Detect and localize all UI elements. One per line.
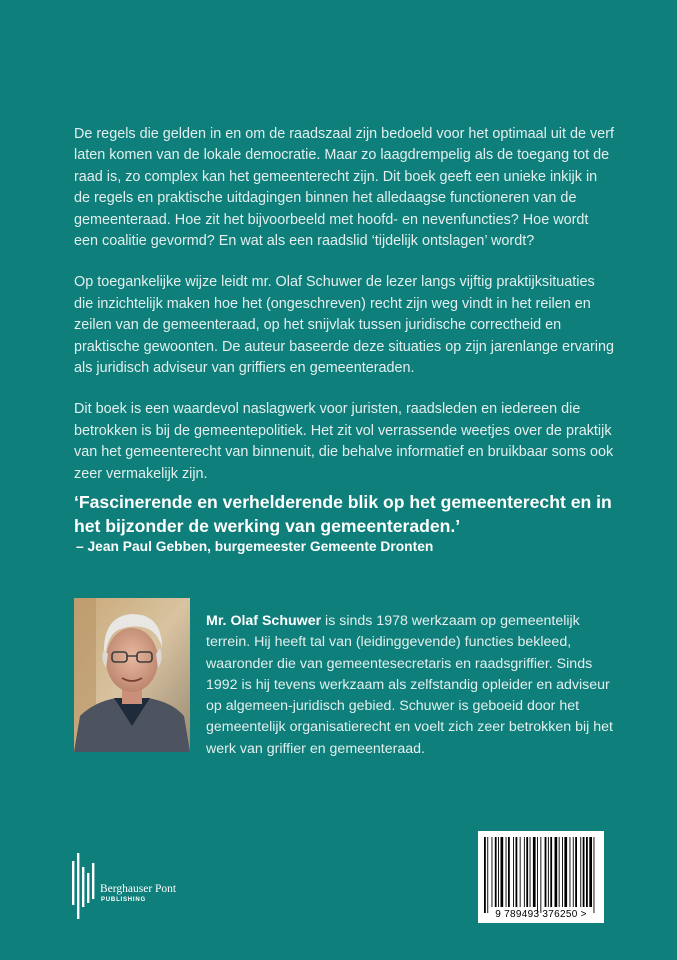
barcode-bar [530, 837, 531, 907]
author-name: Mr. Olaf Schuwer [206, 613, 322, 629]
publisher-logo [72, 853, 222, 923]
blurb-paragraph-1: De regels die gelden in en om de raadszaal zijn bedoeld voor het optimaal uit de verf laten komen van de lokale democratie. Maar zo laagdrempelig als de toegang tot de raad is, zo complex kan het gemeenterecht zijn. Dit boek geeft een unieke inkijk in de regels en praktische uitdagingen binnen het alledaagse functioneren van de gemeenteraad. Hoe zit het bijvoorbeeld met hoofd- en nevenfuncties? Hoe wordt een coalitie gevormd? En wat als een raadslid ‘tijdelijk ontslagen’ wordt? [74, 126, 614, 250]
barcode-bar [594, 837, 595, 913]
barcode-bar [506, 837, 507, 907]
back-cover-blurb [74, 124, 614, 505]
author-portrait-image [74, 598, 190, 752]
barcode-bar [540, 837, 541, 913]
barcode-bar [508, 837, 510, 907]
barcode-bar [492, 837, 493, 907]
barcode-bar [548, 837, 549, 907]
barcode-bar [550, 837, 552, 907]
publisher-logo-mark-icon [72, 853, 98, 923]
barcode-bar [516, 837, 518, 907]
barcode-bar [562, 837, 563, 907]
barcode-bar [495, 837, 497, 907]
endorsement-quote: ‘Fascinerende en verhelderende blik op het gemeenterecht en in het bijzonder de werking van gemeenteraden.’ [74, 492, 612, 536]
blurb-paragraph-2: Op toegankelijke wijze leidt mr. Olaf Schuwer de lezer langs vijftig praktijksituaties die inzichtelijk maken hoe het (ongeschreven) recht zijn weg vindt in het reilen en zeilen van de gemeenteraad, op het snijvlak tussen juridische correctheid en praktische gewoonten. De auteur baseerde deze situaties op zijn jarenlange ervaring als juridisch adviseur van griffiers en gemeenteraden. [74, 274, 614, 377]
barcode-bar [586, 837, 588, 907]
barcode-bar [583, 837, 585, 907]
author-photo [74, 598, 190, 752]
barcode-bar [537, 837, 538, 913]
author-bio [206, 611, 626, 760]
endorsement-source: – Jean Paul Gebben, burgemeester Gemeente Dronten [76, 539, 434, 554]
barcode-bar [487, 837, 488, 913]
barcode-bar [545, 837, 547, 907]
barcode-bar [564, 837, 567, 907]
barcode-bar [573, 837, 574, 907]
author-bio-text: is sinds 1978 werkzaam op gemeentelijk terrein. Hij heeft tal van (leidinggevende) functies bekleed, waaronder die van gemeentesecretaris en raadsgriffier. Sinds 1992 is hij tevens werkzaam als zelfstandig opleider en adviseur op algemeen-juridisch gebied. Schuwer is geboeid door het gemeentelijk organisatierecht en voelt zich zeer betrokken bij het werk van griffier en gemeenteraad. [206, 613, 613, 757]
barcode-bar [498, 837, 499, 907]
barcode-bar [555, 837, 558, 907]
isbn-barcode [478, 831, 604, 923]
barcode-bar [570, 837, 571, 907]
blurb-paragraph-3: Dit boek is een waardevol naslagwerk voor juristen, raadsleden en iedereen die betrokken is bij de gemeentepolitiek. Het zit vol verrassende weetjes over de praktijk van het gemeenterecht van binnenuit, die behalve informatief en bruikbaar soms ook zeer vermakelijk zijn. [74, 401, 614, 482]
barcode-bar [501, 837, 504, 907]
barcode-bar [526, 837, 528, 907]
barcode-bar [513, 837, 514, 907]
publisher-name: Berghauser Pont [100, 883, 177, 895]
barcode-bar [575, 837, 577, 907]
barcode-bar [520, 837, 521, 907]
publisher-subtitle: PUBLISHING [101, 897, 147, 903]
barcode-bar [484, 837, 486, 913]
barcode-bar [533, 837, 536, 907]
isbn-number: 9 789493 376250 > [495, 909, 587, 920]
barcode-bar [559, 837, 560, 907]
barcode-bar [589, 837, 592, 907]
barcode-bar [524, 837, 525, 907]
barcode-bar [580, 837, 581, 907]
